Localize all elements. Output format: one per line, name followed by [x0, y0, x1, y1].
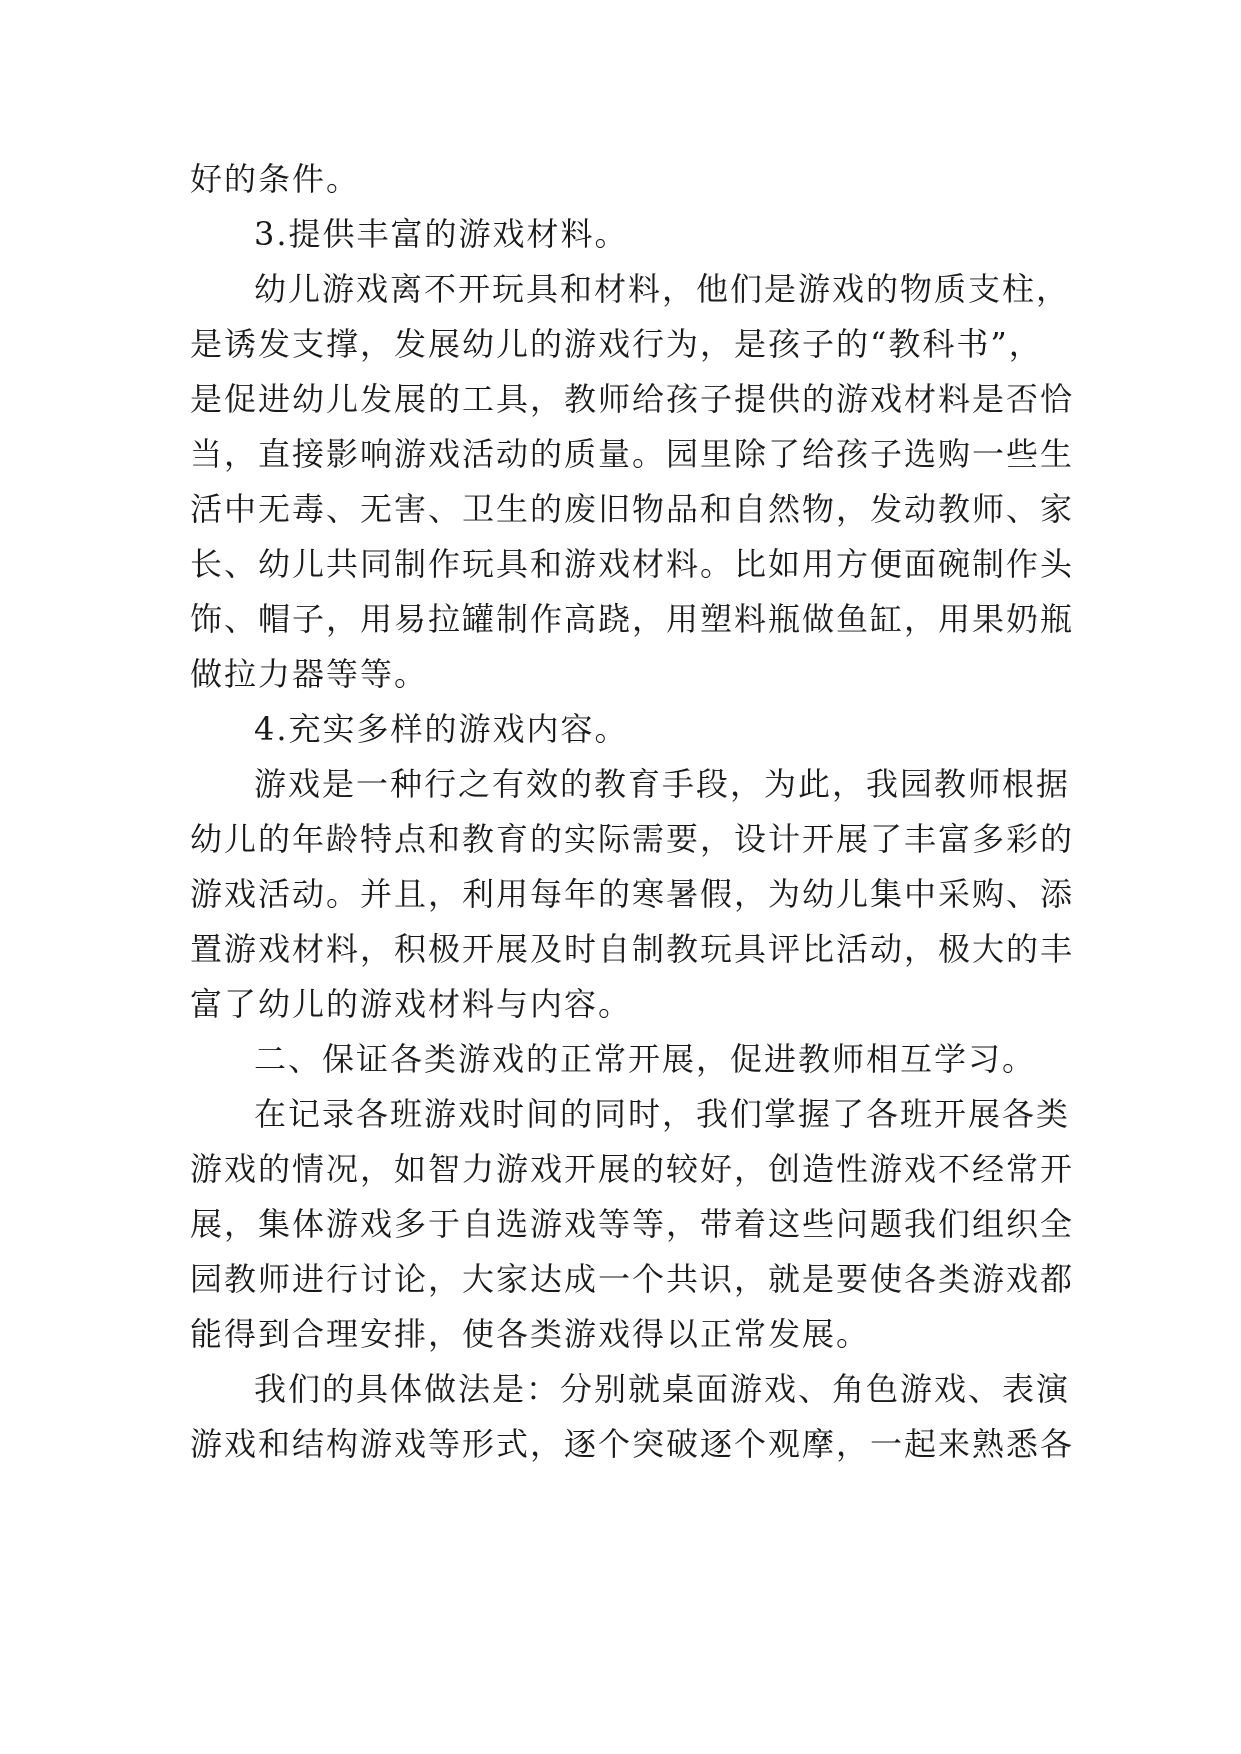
text-line: 富了幼儿的游戏材料与内容。	[190, 985, 633, 1023]
section-heading: 3.提供丰富的游戏材料。	[254, 215, 629, 253]
text-line: 能得到合理安排，使各类游戏得以正常发展。	[190, 1315, 871, 1353]
text-line: 幼儿游戏离不开玩具和材料，他们是游戏的物质支柱，	[254, 270, 1071, 308]
text-line: 游戏的情况，如智力游戏开展的较好，创造性游戏不经常开	[190, 1150, 1075, 1188]
text-line: 幼儿的年龄特点和教育的实际需要，设计开展了丰富多彩的	[190, 820, 1075, 858]
section-heading: 二、保证各类游戏的正常开展，促进教师相互学习。	[254, 1040, 1037, 1078]
document-body	[190, 152, 1075, 1472]
text-line: 是促进幼儿发展的工具，教师给孩子提供的游戏材料是否恰	[190, 380, 1075, 418]
section-heading: 4.充实多样的游戏内容。	[254, 710, 629, 748]
text-line: 饰、帽子，用易拉罐制作高跷，用塑料瓶做鱼缸，用果奶瓶	[190, 600, 1075, 638]
text-line: 园教师进行讨论，大家达成一个共识，就是要使各类游戏都	[190, 1260, 1075, 1298]
text-line: 好的条件。	[190, 160, 361, 198]
text-line: 我们的具体做法是：分别就桌面游戏、角色游戏、表演	[254, 1370, 1071, 1408]
text-line: 游戏是一种行之有效的教育手段，为此，我园教师根据	[254, 765, 1071, 803]
text-line: 做拉力器等等。	[190, 655, 429, 693]
text-line: 游戏和结构游戏等形式，逐个突破逐个观摩，一起来熟悉各	[190, 1425, 1075, 1463]
text-line: 在记录各班游戏时间的同时，我们掌握了各班开展各类	[254, 1095, 1071, 1133]
text-line: 展，集体游戏多于自选游戏等等，带着这些问题我们组织全	[190, 1205, 1075, 1243]
text-line: 游戏活动。并且，利用每年的寒暑假，为幼儿集中采购、添	[190, 875, 1075, 913]
text-line: 当，直接影响游戏活动的质量。园里除了给孩子选购一些生	[190, 435, 1075, 473]
text-line: 是诱发支撑，发展幼儿的游戏行为，是孩子的“教科书”，	[190, 325, 1043, 363]
text-line: 长、幼儿共同制作玩具和游戏材料。比如用方便面碗制作头	[190, 545, 1075, 583]
text-line: 活中无毒、无害、卫生的废旧物品和自然物，发动教师、家	[190, 490, 1075, 528]
text-line: 置游戏材料，积极开展及时自制教玩具评比活动，极大的丰	[190, 930, 1075, 968]
